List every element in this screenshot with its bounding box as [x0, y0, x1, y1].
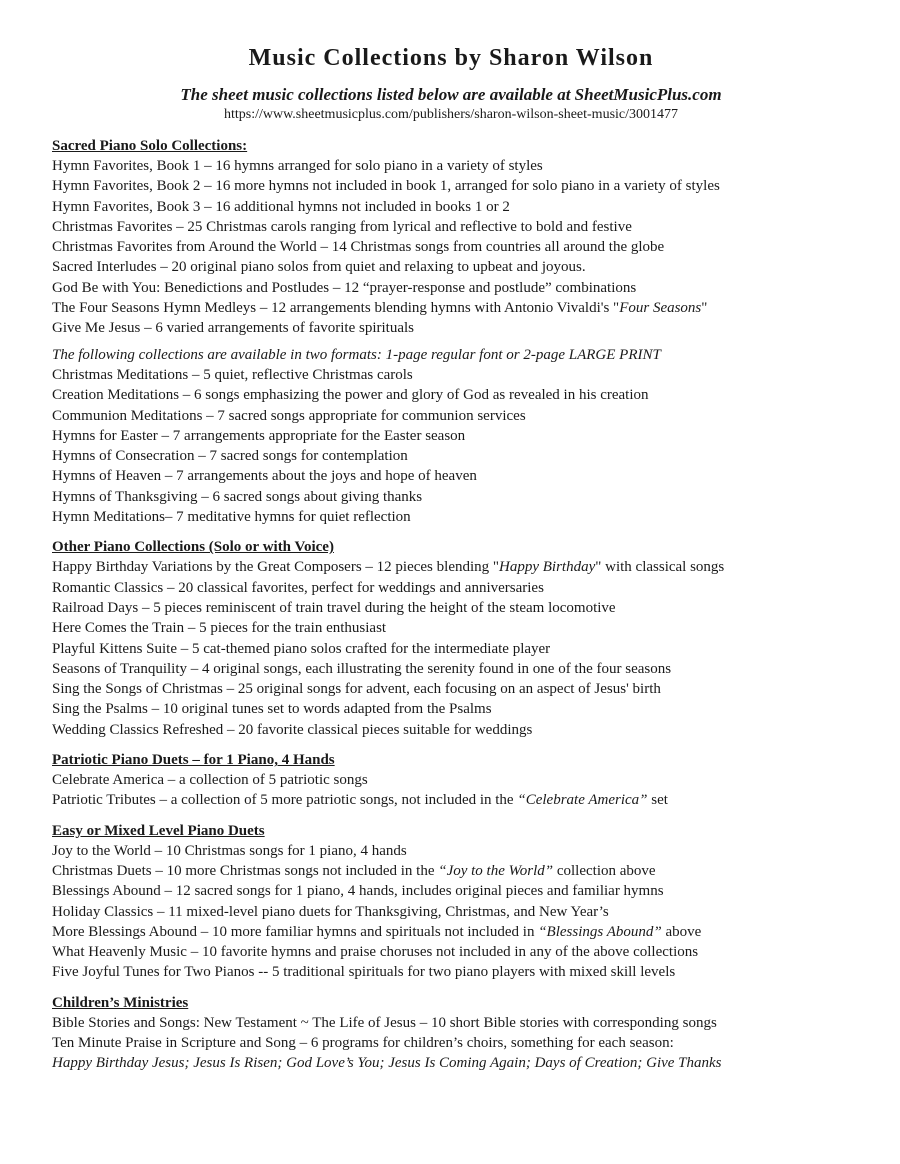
item-text: " with classical songs: [595, 559, 725, 576]
list-item: Give Me Jesus – 6 varied arrangements of favorite spirituals: [52, 320, 414, 337]
sacred-heading: Sacred Piano Solo Collections:: [52, 138, 248, 154]
list-item: Seasons of Tranquility – 4 original songs, each illustrating the serenity found in one of the four seasons: [52, 660, 672, 677]
list-item: Romantic Classics – 20 classical favorites, perfect for weddings and anniversaries: [52, 579, 544, 596]
item-italic-title: “Blessings Abound”: [538, 923, 662, 940]
list-item: Wedding Classics Refreshed – 20 favorite classical pieces suitable for weddings: [52, 721, 533, 738]
list-item: Joy to the World – 10 Christmas songs for 1 piano, 4 hands: [52, 842, 407, 859]
list-item: Blessings Abound – 12 sacred songs for 1 piano, 4 hands, includes original pieces and familiar hymns: [52, 883, 664, 900]
list-item: Bible Stories and Songs: New Testament ~ The Life of Jesus – 10 short Bible stories with corresponding songs: [52, 1014, 717, 1031]
list-item: Playful Kittens Suite – 5 cat-themed piano solos crafted for the intermediate player: [52, 640, 551, 657]
list-item: Hymn Favorites, Book 3 – 16 additional hymns not included in books 1 or 2: [52, 198, 510, 215]
list-item: Communion Meditations – 7 sacred songs appropriate for communion services: [52, 407, 526, 424]
publisher-url: https://www.sheetmusicplus.com/publishers/sharon-wilson-sheet-music/3001477: [223, 107, 679, 122]
children-section: [52, 993, 850, 1074]
list-item: Sing the Psalms – 10 original tunes set to words adapted from the Psalms: [52, 701, 492, 718]
other-heading: Other Piano Collections (Solo or with Voice): [52, 539, 334, 556]
list-item: Holiday Classics – 11 mixed-level piano duets for Thanksgiving, Christmas, and New Year’s: [52, 903, 609, 920]
sacred-section: [52, 136, 850, 527]
item-text: Patriotic Tributes – a collection of 5 more patriotic songs, not included in the: [52, 792, 518, 809]
list-item: [52, 861, 850, 881]
patriotic-heading: Patriotic Piano Duets – for 1 Piano, 4 Hands: [52, 752, 335, 769]
list-item: [52, 790, 850, 810]
item-italic-title: Four Seasons: [619, 300, 702, 317]
list-item: Five Joyful Tunes for Two Pianos -- 5 traditional spirituals for two piano players with mixed skill levels: [52, 964, 676, 981]
list-item: Christmas Favorites – 25 Christmas carols ranging from lyrical and reflective to bold and festive: [52, 218, 632, 235]
children-heading: Children’s Ministries: [52, 994, 189, 1011]
duets-section: [52, 821, 850, 983]
other-section: [52, 537, 850, 740]
list-item: Hymn Meditations– 7 meditative hymns for quiet reflection: [52, 509, 411, 526]
item-text: The Four Seasons Hymn Medleys – 12 arrangements blending hymns with Antonio Vivaldi's ": [52, 300, 620, 317]
list-item: [52, 298, 850, 318]
list-item: Hymn Favorites, Book 2 – 16 more hymns not included in book 1, arranged for solo piano in a variety of styles: [52, 178, 720, 195]
list-item: God Be with You: Benedictions and Postludes – 12 “prayer-response and postlude” combinations: [52, 279, 637, 296]
list-item: Ten Minute Praise in Scripture and Song – 6 programs for children’s choirs, something for each season:: [52, 1034, 674, 1051]
list-item: Hymns of Thanksgiving – 6 sacred songs about giving thanks: [52, 488, 423, 505]
list-item: Hymns of Heaven – 7 arrangements about the joys and hope of heaven: [52, 468, 477, 485]
item-text: More Blessings Abound – 10 more familiar hymns and spirituals not included in: [52, 923, 539, 940]
list-item: Here Comes the Train – 5 pieces for the train enthusiast: [52, 620, 387, 637]
list-item: Christmas Meditations – 5 quiet, reflective Christmas carols: [52, 366, 413, 383]
list-item: Sing the Songs of Christmas – 25 original songs for advent, each focusing on an aspect of Jesus' birth: [52, 681, 661, 698]
list-item: Railroad Days – 5 pieces reminiscent of train travel during the height of the steam locomotive: [52, 599, 616, 616]
item-italic-title: Happy Birthday: [499, 559, 596, 576]
duets-heading: Easy or Mixed Level Piano Duets: [52, 822, 265, 839]
item-text: set: [647, 792, 668, 809]
patriotic-section: [52, 750, 850, 811]
list-item: What Heavenly Music – 10 favorite hymns and praise choruses not included in any of the above collections: [52, 944, 699, 961]
item-text: above: [661, 923, 702, 940]
list-item: Hymn Favorites, Book 1 – 16 hymns arranged for solo piano in a variety of styles: [52, 158, 543, 174]
formats-note: The following collections are available in two formats: 1-page regular font or 2-page LARGE PRINT: [52, 346, 661, 363]
item-text: Christmas Duets – 10 more Christmas songs not included in the: [52, 862, 439, 879]
list-item: [52, 557, 850, 577]
list-item: Sacred Interludes – 20 original piano solos from quiet and relaxing to upbeat and joyous.: [52, 259, 586, 276]
list-item: Celebrate America – a collection of 5 patriotic songs: [52, 772, 368, 789]
list-item: Hymns of Consecration – 7 sacred songs for contemplation: [52, 448, 408, 465]
list-item: Creation Meditations – 6 songs emphasizing the power and glory of God as revealed in his creation: [52, 387, 649, 404]
item-text: collection above: [553, 862, 656, 879]
list-item: [52, 922, 850, 942]
list-item: Christmas Favorites from Around the World – 14 Christmas songs from countries all around the globe: [52, 239, 665, 256]
item-text: ": [701, 300, 708, 317]
list-item: Hymns for Easter – 7 arrangements appropriate for the Easter season: [52, 427, 466, 444]
page-subtitle: The sheet music collections listed below are available at SheetMusicPlus.com: [180, 85, 722, 104]
list-item: Happy Birthday Jesus; Jesus Is Risen; God Love’s You; Jesus Is Coming Again; Days of Creation; Give Thanks: [52, 1055, 722, 1072]
item-italic-title: “Celebrate America”: [517, 792, 648, 809]
item-text: Happy Birthday Variations by the Great Composers – 12 pieces blending ": [52, 559, 500, 576]
page-title: Music Collections by Sharon Wilson: [248, 45, 654, 71]
item-italic-title: “Joy to the World”: [438, 862, 554, 879]
